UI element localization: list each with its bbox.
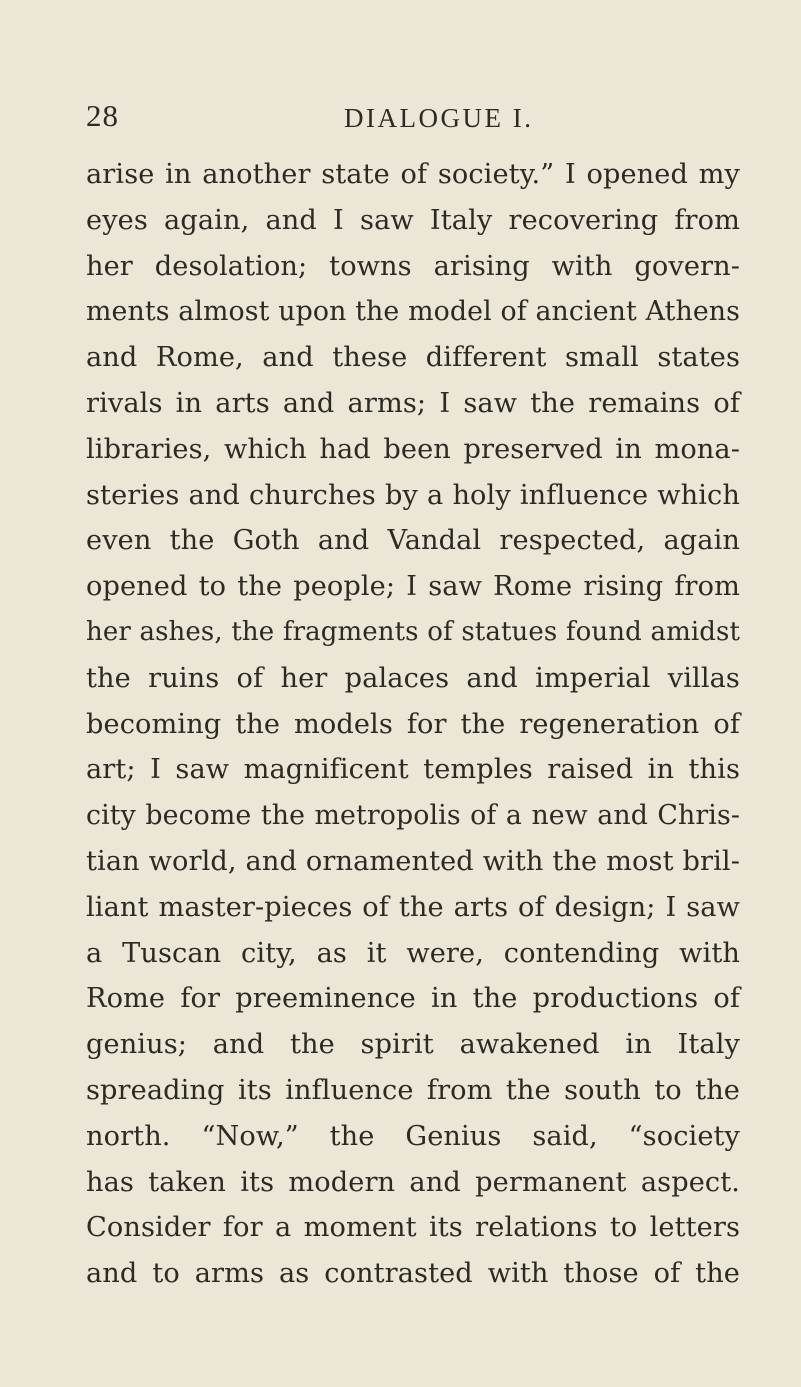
text-line: a Tuscan city, as it were, contending with	[86, 937, 740, 969]
text-line: libraries, which had been preserved in mona-	[86, 433, 740, 465]
text-line: becoming the models for the regeneration of	[86, 708, 740, 740]
text-line: spreading its influence from the south to the	[86, 1074, 740, 1106]
text-line: her desolation; towns arising with govern-	[86, 250, 740, 282]
body-text	[86, 152, 740, 1297]
text-line: even the Goth and Vandal respected, again	[86, 525, 740, 557]
text-line: and to arms as contrasted with those of the	[86, 1258, 740, 1290]
text-line: tian world, and ornamented with the most bril-	[86, 845, 740, 877]
text-line: arise in another state of society.” I opened my	[86, 159, 740, 190]
text-line: her ashes, the fragments of statues found amidst	[86, 616, 740, 647]
text-line: steries and churches by a holy influence which	[86, 479, 740, 511]
text-line: art; I saw magnificent temples raised in this	[86, 754, 740, 786]
text-line: liant master-pieces of the arts of design; I saw	[86, 891, 740, 923]
text-line: north. “Now,” the Genius said, “society	[86, 1120, 740, 1152]
text-line: has taken its modern and permanent aspect.	[86, 1166, 740, 1198]
running-head: DIALOGUE I.	[344, 103, 534, 133]
text-line: rivals in arts and arms; I saw the remains of	[86, 387, 740, 419]
text-line: and Rome, and these different small states	[86, 342, 740, 374]
text-line: the ruins of her palaces and imperial villas	[86, 662, 740, 694]
text-line: city become the metropolis of a new and Chris-	[86, 800, 740, 832]
text-line: opened to the people; I saw Rome rising from	[86, 571, 740, 603]
text-line: Rome for preeminence in the productions of	[86, 983, 740, 1015]
text-line: eyes again, and I saw Italy recovering from	[86, 204, 740, 236]
page-number: 28	[86, 98, 119, 133]
text-line: genius; and the spirit awakened in Italy	[86, 1029, 740, 1061]
text-line: Consider for a moment its relations to letters	[86, 1212, 740, 1244]
text-line: ments almost upon the model of ancient Athens	[86, 296, 740, 328]
page-header	[86, 96, 746, 136]
